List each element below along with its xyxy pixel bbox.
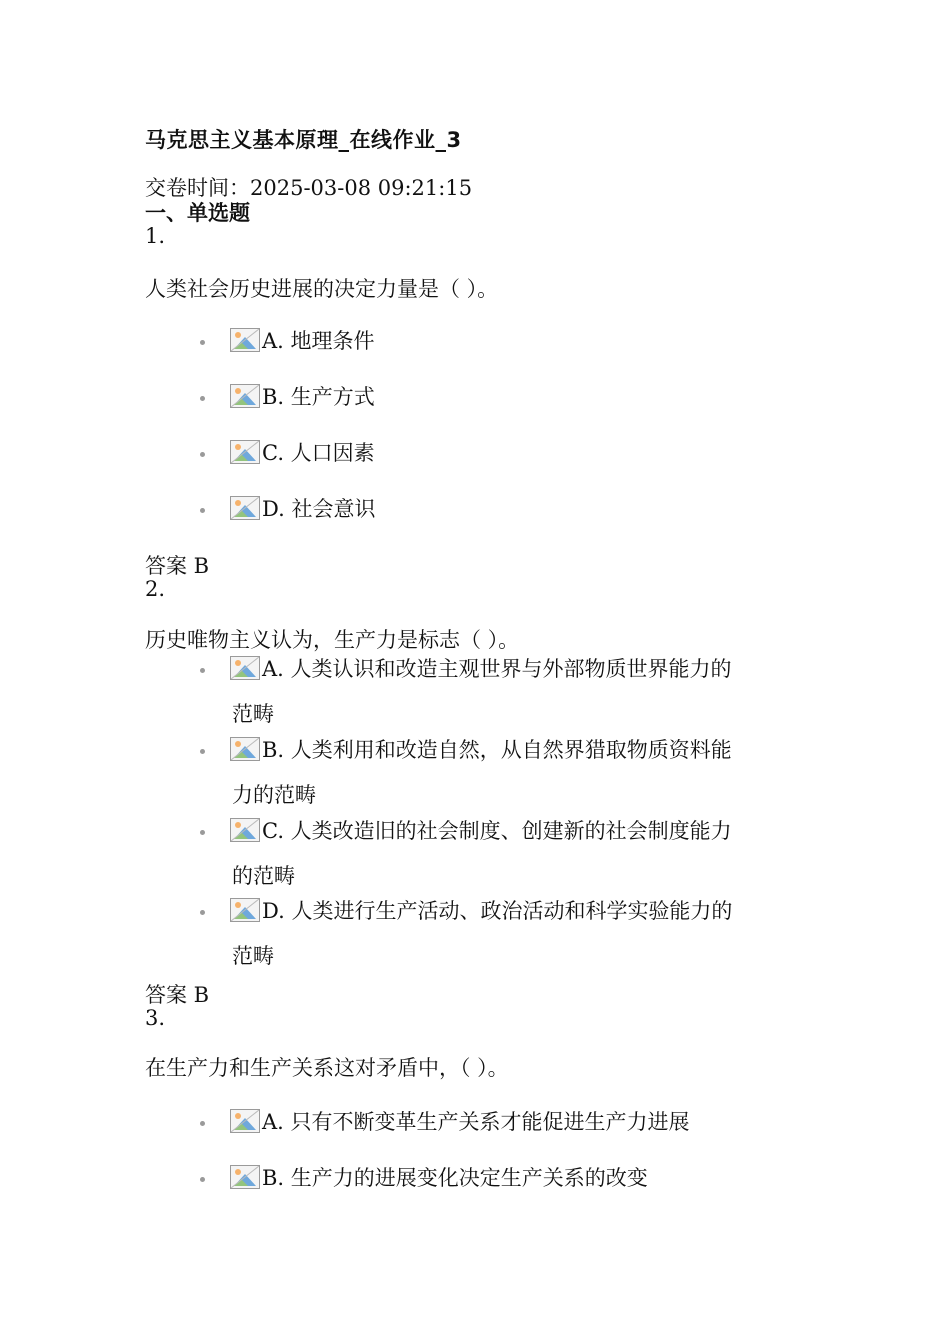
bullet-icon <box>200 1177 205 1182</box>
option-label: B. 生产力的进展变化决定生产关系的改变 <box>262 1166 648 1190</box>
broken-image-icon <box>230 384 260 408</box>
option-label: C. 人类改造旧的社会制度、创建新的社会制度能力 <box>262 819 732 843</box>
bullet-icon <box>200 396 205 401</box>
broken-image-icon <box>230 496 260 520</box>
bullet-icon <box>200 340 205 345</box>
bullet-icon <box>200 1121 205 1126</box>
question-number: 1. <box>145 224 166 248</box>
option-label-continued: 力的范畴 <box>232 783 316 807</box>
bullet-icon <box>200 830 205 835</box>
question-text: 人类社会历史进展的决定力量是（ ）。 <box>145 277 499 301</box>
option-label: A. 只有不断变革生产关系才能促进生产力进展 <box>262 1110 690 1134</box>
broken-image-icon <box>230 737 260 761</box>
option-label: A. 人类认识和改造主观世界与外部物质世界能力的 <box>262 657 732 681</box>
broken-image-icon <box>230 328 260 352</box>
broken-image-icon <box>230 818 260 842</box>
bullet-icon <box>200 749 205 754</box>
option-label: D. 人类进行生产活动、政治活动和科学实验能力的 <box>262 899 733 923</box>
section-heading: 一、单选题 <box>145 201 250 225</box>
option-label-continued: 范畴 <box>232 944 274 968</box>
bullet-icon <box>200 452 205 457</box>
bullet-icon <box>200 668 205 673</box>
broken-image-icon <box>230 1165 260 1189</box>
bullet-icon <box>200 508 205 513</box>
option-label: B. 人类利用和改造自然，从自然界猎取物质资料能 <box>262 738 732 762</box>
question-text: 在生产力和生产关系这对矛盾中，（ ）。 <box>145 1056 509 1080</box>
broken-image-icon <box>230 898 260 922</box>
option-label: A. 地理条件 <box>262 329 375 353</box>
bullet-icon <box>200 910 205 915</box>
document-title: 马克思主义基本原理_在线作业_3 <box>145 128 462 152</box>
submit-time: 交卷时间：2025-03-08 09:21:15 <box>145 176 473 200</box>
question-number: 3. <box>145 1006 166 1030</box>
option-label: B. 生产方式 <box>262 385 375 409</box>
option-label: C. 人口因素 <box>262 441 375 465</box>
answer-text: 答案 B <box>145 554 210 578</box>
question-text: 历史唯物主义认为，生产力是标志（ ）。 <box>145 628 520 652</box>
broken-image-icon <box>230 440 260 464</box>
broken-image-icon <box>230 1109 260 1133</box>
option-label-continued: 的范畴 <box>232 864 295 888</box>
answer-text: 答案 B <box>145 983 210 1007</box>
option-label-continued: 范畴 <box>232 702 274 726</box>
question-number: 2. <box>145 577 166 601</box>
option-label: D. 社会意识 <box>262 497 376 521</box>
broken-image-icon <box>230 656 260 680</box>
